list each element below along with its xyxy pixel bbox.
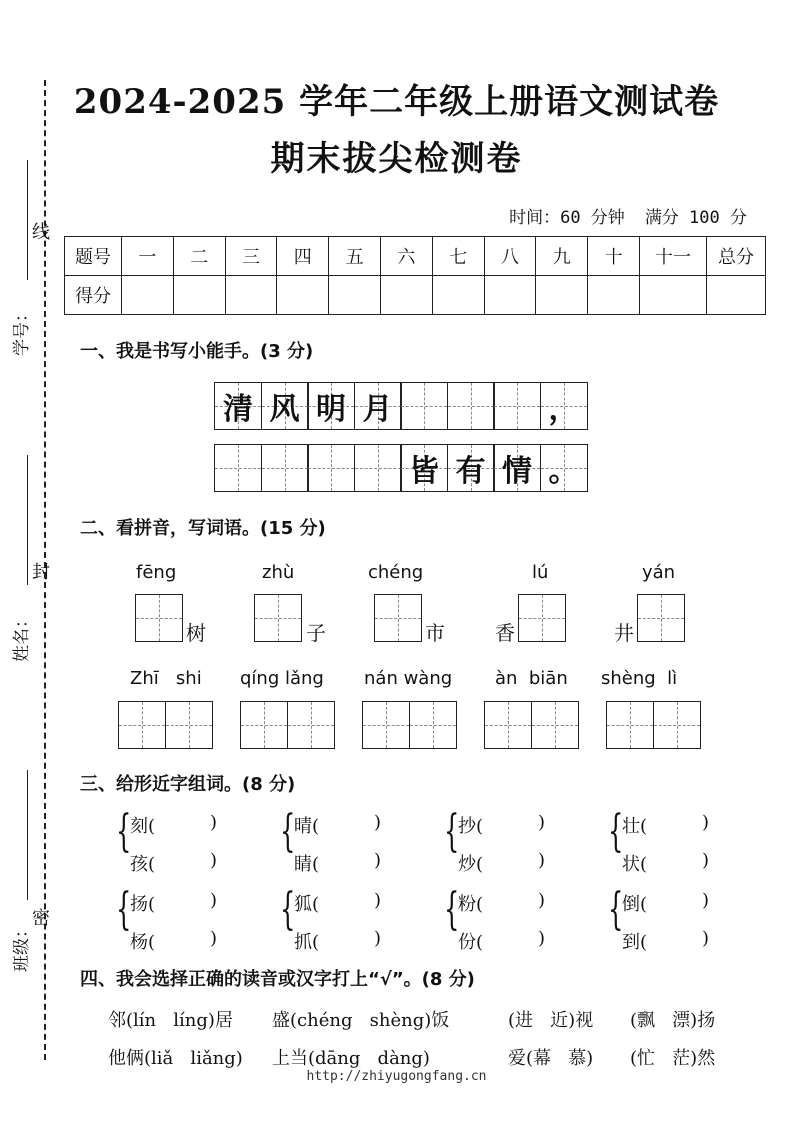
writing-grid-row1	[214, 382, 588, 430]
footer-url: http://zhiyugongfang.cn	[306, 1069, 487, 1084]
answer-cell-pair	[362, 701, 457, 749]
pinyin-label: yán	[642, 562, 676, 583]
word-group-char: 倒(	[622, 894, 648, 915]
pinyin-label: nán wàng	[364, 668, 453, 689]
margin-line-char: 线	[32, 222, 50, 243]
score-input-cell[interactable]	[707, 276, 766, 315]
word-group-blank[interactable]: )	[538, 890, 546, 911]
word-group-char: 份(	[458, 932, 484, 953]
score-header-cell: 十一	[640, 237, 707, 276]
word-group-char: 睛(	[294, 854, 320, 875]
score-input-cell[interactable]	[536, 276, 588, 315]
time-limit: 时间：60 分钟	[509, 208, 625, 228]
pinyin-label: fēng	[136, 562, 177, 583]
score-table-header-row	[65, 237, 766, 276]
answer-cell[interactable]	[135, 594, 183, 642]
writing-cell: ，	[540, 382, 588, 430]
score-table-score-row	[65, 276, 766, 315]
answer-cell-pair	[484, 701, 579, 749]
score-header-cell: 八	[484, 237, 536, 276]
section4-heading: 四、我会选择正确的读音或汉字打上“√”。(8 分)	[80, 969, 475, 990]
pinyin-label: chéng	[368, 562, 424, 583]
word-group-char: 炒(	[458, 854, 484, 875]
writing-cell: 月	[354, 382, 402, 430]
word-group-char: 扬(	[130, 894, 156, 915]
margin-seal-char: 封	[32, 562, 50, 583]
score-header-cell: 七	[432, 237, 484, 276]
section3-heading: 三、给形近字组词。(8 分)	[80, 774, 296, 795]
answer-cell-pair	[118, 701, 213, 749]
word-group-char: 杨(	[130, 932, 156, 953]
brace-icon: {	[608, 806, 624, 857]
answer-cell-pair	[606, 701, 701, 749]
score-header-cell: 十	[588, 237, 640, 276]
word-group-char: 抄(	[458, 816, 484, 837]
time-info	[489, 203, 747, 228]
score-input-cell[interactable]	[432, 276, 484, 315]
section2-heading: 二、看拼音，写词语。(15 分)	[80, 518, 326, 539]
score-input-cell[interactable]	[122, 276, 174, 315]
word-group-blank[interactable]: )	[538, 812, 546, 833]
score-input-cell[interactable]	[173, 276, 225, 315]
student-no-label: 学号：	[12, 305, 32, 356]
answer-cell[interactable]	[362, 701, 410, 749]
writing-cell: 有	[447, 444, 495, 492]
score-input-cell[interactable]	[380, 276, 432, 315]
word-group-blank[interactable]: )	[702, 812, 710, 833]
score-header-cell: 五	[329, 237, 381, 276]
score-input-cell[interactable]	[225, 276, 277, 315]
word-group-blank[interactable]: )	[374, 928, 382, 949]
margin-secret-char: 密	[32, 908, 50, 929]
score-header-cell: 三	[225, 237, 277, 276]
score-header-cell: 九	[536, 237, 588, 276]
word-group-char: 抓(	[294, 932, 320, 953]
choice-item[interactable]: 邻(lín líng)居	[108, 1010, 233, 1031]
given-char: 子	[306, 621, 326, 645]
score-input-cell[interactable]	[588, 276, 640, 315]
choice-item[interactable]: 爱(幕 慕)	[508, 1048, 594, 1069]
answer-cell[interactable]	[374, 594, 422, 642]
choice-item[interactable]: (进 近)视	[508, 1010, 594, 1031]
word-group-char: 孩(	[130, 854, 156, 875]
writing-cell-blank[interactable]	[493, 382, 541, 430]
choice-item[interactable]: (飘 漂)扬	[630, 1010, 716, 1031]
writing-cell-blank[interactable]	[354, 444, 402, 492]
exam-title: 2024-2025 学年二年级上册语文测试卷	[73, 82, 720, 122]
word-group-blank[interactable]: )	[210, 890, 218, 911]
answer-cell[interactable]	[518, 594, 566, 642]
brace-icon: {	[116, 806, 132, 857]
score-header-cell: 二	[173, 237, 225, 276]
full-marks: 满分 100 分	[644, 208, 747, 228]
writing-cell: 清	[214, 382, 262, 430]
word-group-blank[interactable]: )	[210, 850, 218, 871]
writing-cell: 风	[261, 382, 309, 430]
word-group-blank[interactable]: )	[374, 812, 382, 833]
writing-cell-blank[interactable]	[214, 444, 262, 492]
brace-icon: {	[280, 884, 296, 935]
writing-cell-blank[interactable]	[447, 382, 495, 430]
given-char: 市	[425, 621, 445, 645]
writing-cell: 。	[540, 444, 588, 492]
writing-cell-blank[interactable]	[261, 444, 309, 492]
word-group-blank[interactable]: )	[538, 850, 546, 871]
exam-subtitle: 期末拔尖检测卷	[270, 139, 523, 179]
word-group-char: 狐(	[294, 894, 320, 915]
given-char: 香	[495, 621, 515, 645]
score-input-cell[interactable]	[484, 276, 536, 315]
name-rule	[27, 455, 28, 585]
answer-cell[interactable]	[240, 701, 288, 749]
word-group-char: 晴(	[294, 816, 320, 837]
word-group-blank[interactable]: )	[538, 928, 546, 949]
answer-cell[interactable]	[531, 701, 579, 749]
writing-cell-blank[interactable]	[400, 382, 448, 430]
answer-cell[interactable]	[118, 701, 166, 749]
choice-item[interactable]: 他俩(liǎ liǎng)	[108, 1048, 243, 1069]
section1-heading: 一、我是书写小能手。(3 分)	[80, 341, 314, 362]
brace-icon: {	[444, 806, 460, 857]
choice-item[interactable]: 盛(chéng shèng)饭	[272, 1010, 450, 1031]
pinyin-label: àn biān	[495, 668, 568, 689]
answer-cell[interactable]	[637, 594, 685, 642]
writing-cell: 情	[493, 444, 541, 492]
score-row-label: 得分	[65, 276, 122, 315]
writing-cell: 皆	[400, 444, 448, 492]
answer-cell[interactable]	[484, 701, 532, 749]
brace-icon: {	[608, 884, 624, 935]
pinyin-label: shèng lì	[601, 668, 678, 689]
answer-cell[interactable]	[165, 701, 213, 749]
score-input-cell[interactable]	[277, 276, 329, 315]
word-group-char: 粉(	[458, 894, 484, 915]
pinyin-label: zhù	[262, 562, 295, 583]
word-group-blank[interactable]: )	[702, 928, 710, 949]
word-group-blank[interactable]: )	[702, 850, 710, 871]
answer-cell[interactable]	[287, 701, 335, 749]
score-input-cell[interactable]	[329, 276, 381, 315]
score-input-cell[interactable]	[640, 276, 707, 315]
class-label: 班级：	[12, 921, 32, 972]
word-group-blank[interactable]: )	[210, 812, 218, 833]
class-rule	[27, 770, 28, 900]
pinyin-label: lú	[532, 562, 549, 583]
word-group-blank[interactable]: )	[374, 890, 382, 911]
answer-cell[interactable]	[653, 701, 701, 749]
brace-icon: {	[444, 884, 460, 935]
given-char: 井	[614, 621, 634, 645]
word-group-char: 到(	[622, 932, 648, 953]
pinyin-label: qíng lǎng	[240, 668, 324, 689]
score-table	[64, 236, 766, 315]
given-char: 树	[186, 621, 206, 645]
brace-icon: {	[116, 884, 132, 935]
writing-cell-blank[interactable]	[307, 444, 355, 492]
score-header-cell: 总分	[707, 237, 766, 276]
word-group-blank[interactable]: )	[702, 890, 710, 911]
score-header-cell: 题号	[65, 237, 122, 276]
score-header-cell: 一	[122, 237, 174, 276]
pinyin-label: Zhī shi	[130, 668, 202, 689]
word-group-char: 壮(	[622, 816, 648, 837]
choice-item[interactable]: (忙 茫)然	[630, 1048, 716, 1069]
choice-item[interactable]: 上当(dāng dàng)	[272, 1048, 430, 1069]
writing-cell: 明	[307, 382, 355, 430]
name-label: 姓名：	[12, 611, 32, 662]
brace-icon: {	[280, 806, 296, 857]
word-group-blank[interactable]: )	[374, 850, 382, 871]
score-header-cell: 六	[380, 237, 432, 276]
word-group-char: 刻(	[130, 816, 156, 837]
word-group-char: 状(	[622, 854, 648, 875]
answer-cell[interactable]	[409, 701, 457, 749]
word-group-blank[interactable]: )	[210, 928, 218, 949]
answer-cell[interactable]	[254, 594, 302, 642]
answer-cell[interactable]	[606, 701, 654, 749]
answer-cell-pair	[240, 701, 335, 749]
writing-grid-row2	[214, 444, 588, 492]
score-header-cell: 四	[277, 237, 329, 276]
